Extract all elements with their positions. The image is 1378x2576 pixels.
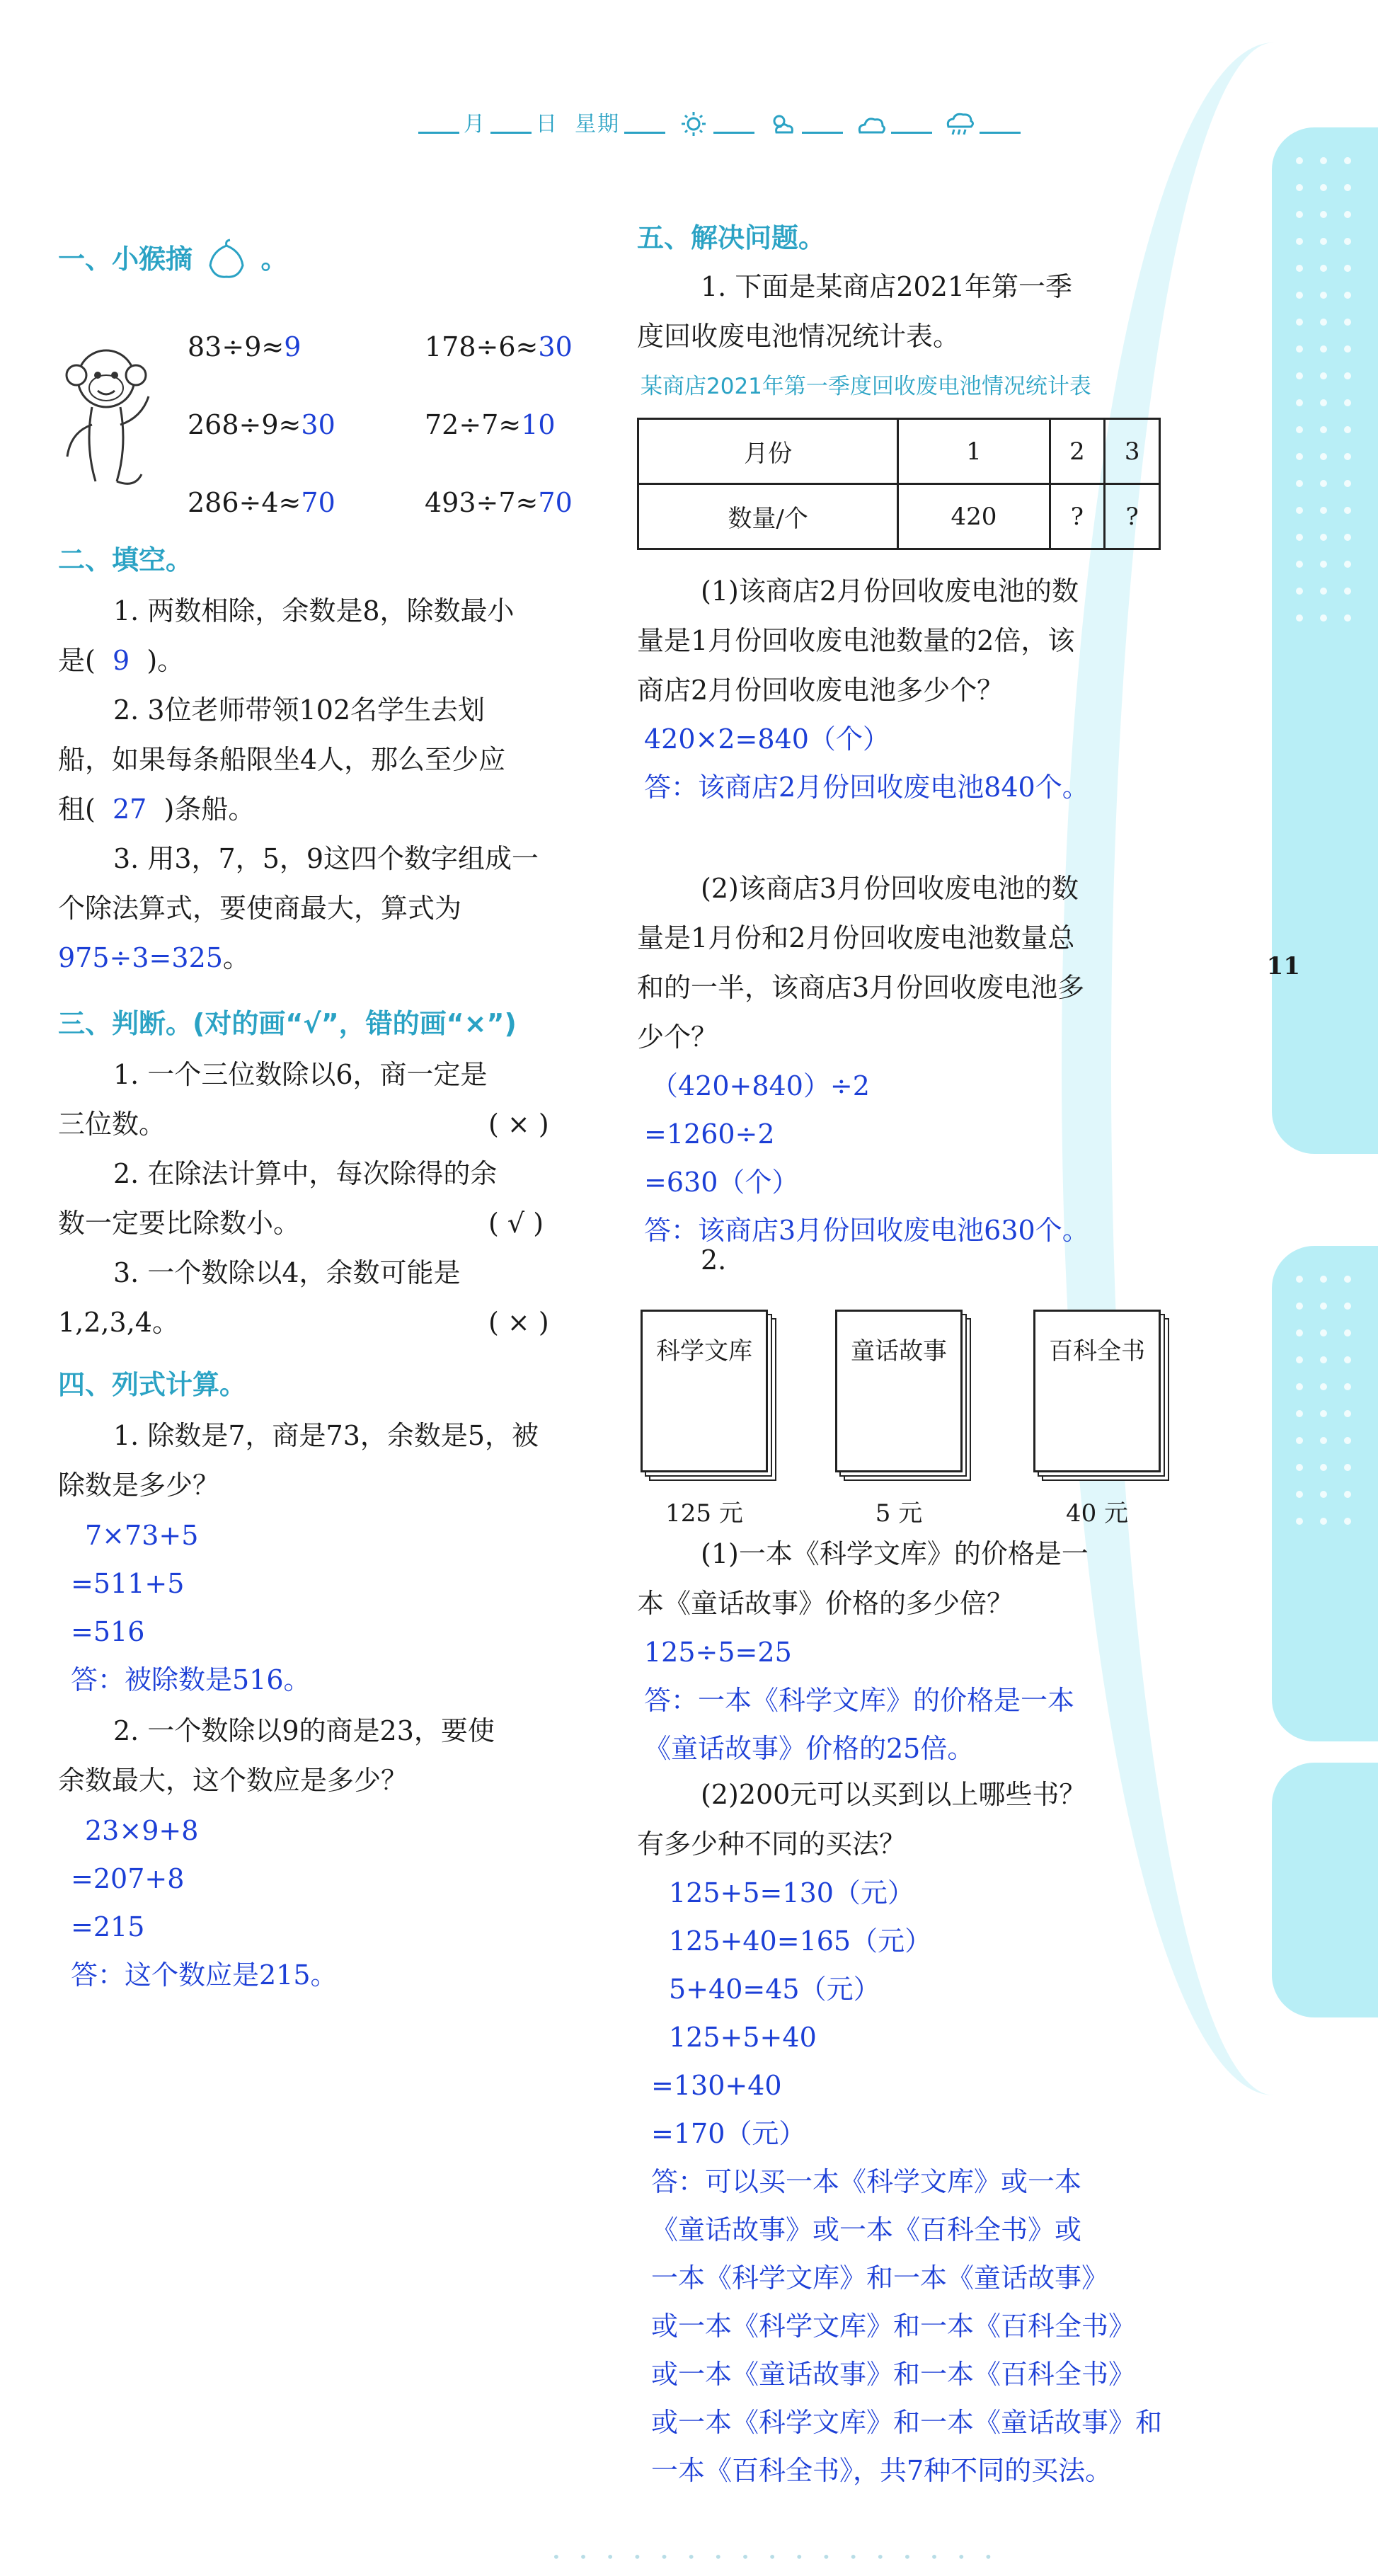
book-fairy-tale: 童话故事	[835, 1310, 963, 1472]
judge-q3-line2: 1,2,3,4。	[58, 1307, 179, 1338]
fill-q1-answer: 9	[113, 645, 130, 676]
monkey-illustration	[57, 340, 156, 496]
day-label: 日	[536, 112, 558, 137]
book-q2-work-6: =170（元）	[651, 2118, 806, 2149]
peach-answer: 30	[538, 331, 573, 362]
judge-q2-line1: 2. 在除法计算中，每次除得的余	[113, 1158, 498, 1189]
calc-q2-line2: 余数最大，这个数应是多少？	[58, 1765, 408, 1796]
book-q2-answer-3: 一本《科学文库》和一本《童话故事》	[651, 2262, 1109, 2294]
estimate-item-4: 72÷7≈10	[425, 409, 556, 440]
book-q1-line1: (1)一本《科学文库》的价格是一	[701, 1538, 1089, 1569]
solve-p2-line3: 和的一半，该商店3月份回收废电池多	[637, 972, 1085, 1003]
calc-q1-line2: 除数是多少？	[58, 1470, 220, 1501]
calc-q2-work-1: 23×9+8	[85, 1815, 199, 1846]
estimate-item-2: 178÷6≈30	[425, 331, 573, 362]
peach-answer: 10	[521, 409, 556, 440]
date-header	[414, 106, 1025, 137]
fill-q3-answer: 975÷3=325	[58, 942, 223, 973]
estimate-item-1: 83÷9≈9	[188, 331, 302, 362]
judge-q1-line2: 三位数。	[58, 1109, 166, 1140]
table-cell: 数量/个	[638, 484, 898, 549]
fill-q3-line1: 3. 用3，7，5，9这四个数字组成一	[113, 843, 539, 874]
book-q1-answer-2: 《童话故事》价格的25倍。	[644, 1733, 975, 1764]
book-q2-work-3: 5+40=45（元）	[669, 1974, 880, 2005]
month-label: 月	[464, 112, 486, 137]
judge-q2-mark: ( √ )	[488, 1208, 544, 1239]
solve-q2-label: 2.	[701, 1244, 727, 1276]
band-dots	[1287, 149, 1365, 633]
side-band-middle	[1272, 1246, 1378, 1741]
fill-q2-line1: 2. 3位老师带领102名学生去划	[113, 694, 486, 726]
solve-p2-answer: 答：该商店3月份回收废电池630个。	[644, 1215, 1089, 1246]
fill-q3-line2: 个除法算式，要使商最大，算式为	[58, 893, 462, 924]
solve-p1-line3: 商店2月份回收废电池多少个？	[637, 675, 1004, 706]
peach-answer: 30	[301, 409, 335, 440]
book-science: 科学文库	[641, 1310, 768, 1472]
estimate-item-3: 268÷9≈30	[188, 409, 335, 440]
fill-q2-answer: 27	[113, 794, 147, 825]
page-number: 11	[1266, 952, 1300, 980]
book-q1-work: 125÷5=25	[644, 1637, 792, 1668]
table-header-cell: 月份	[638, 419, 898, 484]
table-cell: ?	[1050, 484, 1105, 549]
peach-answer: 70	[301, 487, 335, 518]
judge-q2-line2: 数一定要比除数小。	[58, 1208, 301, 1239]
book-q2-answer-2: 《童话故事》或一本《百科全书》或	[651, 2214, 1082, 2245]
book-q2-work-5: =130+40	[651, 2070, 782, 2101]
judge-q1-mark: ( × )	[488, 1109, 549, 1140]
calc-q1-work-2: =511+5	[71, 1568, 185, 1599]
footer-dots: • • • • • • • • • • • • • • • • •	[552, 2548, 1000, 2565]
solve-p1-line1: (1)该商店2月份回收废电池的数	[701, 576, 1079, 607]
solve-q1-line1: 1. 下面是某商店2021年第一季	[701, 271, 1073, 302]
judge-q1-line1: 1. 一个三位数除以6，商一定是	[113, 1059, 488, 1090]
partly-cloudy-icon	[766, 111, 798, 137]
price-encyclopedia: 40 元	[1065, 1499, 1129, 1528]
book-q2-answer-1: 答：可以买一本《科学文库》或一本	[651, 2166, 1082, 2197]
calc-q2-work-2: =207+8	[71, 1863, 185, 1894]
price-science: 125 元	[665, 1499, 743, 1528]
solve-p2-work-1: （420+840）÷2	[651, 1070, 870, 1101]
calc-q2-line1: 2. 一个数除以9的商是23，要使	[113, 1715, 495, 1746]
book-q2-work-2: 125+40=165（元）	[669, 1925, 932, 1957]
section-4-title: 四、列式计算。	[58, 1369, 247, 1400]
solve-q1-line2: 度回收废电池情况统计表。	[637, 321, 960, 352]
peach-answer: 70	[538, 487, 573, 518]
table-cell: 420	[898, 484, 1050, 549]
section-3-title: 三、判断。(对的画“√”，错的画“×”)	[58, 1008, 517, 1039]
judge-q3-mark: ( × )	[488, 1307, 549, 1338]
solve-p1-work: 420×2=840（个）	[644, 723, 890, 755]
section-1-title: 一、小猴摘 。	[58, 237, 288, 281]
calc-q2-answer: 答：这个数应是215。	[71, 1959, 338, 1991]
book-q2-line2: 有多少种不同的买法？	[637, 1828, 907, 1860]
price-fairy-tale: 5 元	[875, 1499, 923, 1528]
estimate-item-6: 493÷7≈70	[425, 487, 573, 518]
solve-p2-line4: 少个？	[637, 1021, 718, 1053]
peach-answer: 9	[284, 331, 302, 362]
calc-q1-answer: 答：被除数是516。	[71, 1664, 311, 1695]
statistics-table	[637, 418, 1161, 550]
section-5-title: 五、解决问题。	[637, 222, 826, 253]
solve-p2-line2: 量是1月份和2月份回收废电池数量总	[637, 922, 1075, 954]
calc-q2-work-3: =215	[71, 1911, 145, 1942]
side-band-top	[1272, 127, 1378, 1154]
band-dots	[1287, 1267, 1365, 1536]
calc-q1-work-3: =516	[71, 1616, 145, 1647]
sunny-icon	[678, 111, 709, 137]
book-q2-work-1: 125+5=130（元）	[669, 1877, 914, 1908]
book-q2-answer-4: 或一本《科学文库》和一本《百科全书》	[651, 2311, 1136, 2342]
book-q1-answer-1: 答：一本《科学文库》的价格是一本	[644, 1685, 1075, 1716]
table-header-cell: 3	[1105, 419, 1160, 484]
solve-p2-line1: (2)该商店3月份回收废电池的数	[701, 873, 1079, 904]
peach-icon	[202, 239, 251, 281]
table-header-cell: 2	[1050, 419, 1105, 484]
table-header-cell: 1	[898, 419, 1050, 484]
solve-p2-work-3: =630（个）	[644, 1167, 799, 1198]
table-cell: ?	[1105, 484, 1160, 549]
book-q2-work-4: 125+5+40	[669, 2022, 817, 2053]
table-row	[638, 484, 1160, 549]
table-title: 某商店2021年第一季度回收废电池情况统计表	[641, 374, 1091, 399]
side-band-bottom	[1272, 1763, 1378, 2017]
rainy-icon	[944, 111, 975, 137]
fill-q1-line1: 1. 两数相除，余数是8，除数最小	[113, 595, 515, 626]
table-row	[638, 419, 1160, 484]
book-q1-line2: 本《童话故事》价格的多少倍？	[637, 1588, 1014, 1619]
estimate-item-5: 286÷4≈70	[188, 487, 335, 518]
book-q2-answer-7: 一本《百科全书》，共7种不同的买法。	[651, 2455, 1113, 2486]
calc-q1-work-1: 7×73+5	[85, 1520, 199, 1551]
book-encyclopedia: 百科全书	[1033, 1310, 1161, 1472]
solve-p1-answer: 答：该商店2月份回收废电池840个。	[644, 772, 1089, 803]
fill-q1-line2: 是( 9 )。	[58, 645, 185, 676]
book-q2-answer-5: 或一本《童话故事》和一本《百科全书》	[651, 2359, 1136, 2390]
judge-q3-line1: 3. 一个数除以4，余数可能是	[113, 1257, 461, 1288]
calc-q1-line1: 1. 除数是7，商是73，余数是5，被	[113, 1420, 539, 1451]
book-q2-line1: (2)200元可以买到以上哪些书？	[701, 1779, 1086, 1810]
fill-q2-line3: 租( 27 )条船。	[58, 794, 255, 825]
solve-p2-work-2: =1260÷2	[644, 1118, 775, 1150]
fill-q2-line2: 船，如果每条船限坐4人，那么至少应	[58, 744, 506, 775]
solve-p1-line2: 量是1月份回收废电池数量的2倍，该	[637, 625, 1075, 656]
section-2-title: 二、填空。	[58, 544, 193, 576]
fill-q3-line3: 975÷3=325。	[58, 942, 250, 973]
weekday-label: 星期	[575, 112, 621, 137]
cloudy-icon	[856, 111, 887, 137]
book-q2-answer-6: 或一本《科学文库》和一本《童话故事》和	[651, 2407, 1163, 2438]
